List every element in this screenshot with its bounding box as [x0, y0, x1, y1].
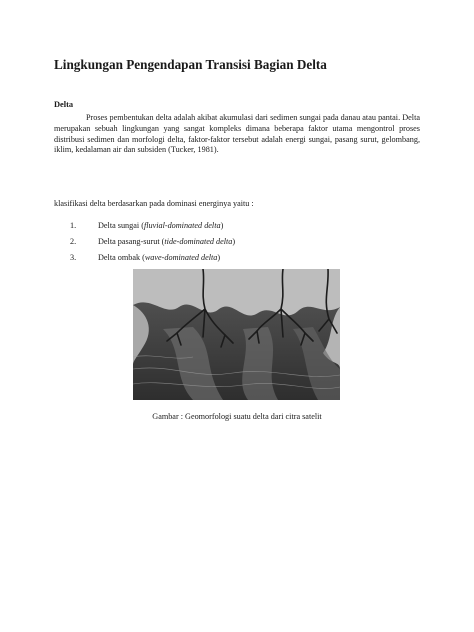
delta-satellite-image	[133, 269, 340, 400]
figure-caption: Gambar : Geomorfologi suatu delta dari citra satelit	[152, 412, 322, 421]
page-title: Lingkungan Pengendapan Transisi Bagian Delta	[54, 57, 327, 72]
section-heading: Delta	[54, 100, 74, 109]
list-item-close: )	[217, 253, 221, 262]
delta-satellite-graphic	[133, 269, 340, 400]
list-item	[54, 221, 235, 237]
list-item	[54, 253, 235, 269]
list-item-term: wave-dominated delta	[144, 253, 218, 262]
list-item-text: Delta ombak (	[98, 253, 145, 262]
list-item-number: 3.	[70, 253, 77, 262]
list-item-close: )	[232, 237, 236, 246]
section-paragraph: Proses pembentukan delta adalah akibat akumulasi dari sedimen sungai pada danau atau pantai. Delta merupakan sebuah lingkungan yang sangat kompleks dimana beberapa faktor utama mengontrol proses distribusi sedimen dan morfologi delta, faktor-faktor tersebut adalah energi sungai, pasang surut, gelombang, iklim, kedalaman air dan subsiden (Tucker, 1981).	[54, 113, 420, 155]
list-item-close: )	[220, 221, 224, 230]
list-item-number: 1.	[70, 221, 77, 230]
classification-intro: klasifikasi delta berdasarkan pada dominasi energinya yaitu :	[54, 199, 254, 208]
list-item-number: 2.	[70, 237, 77, 246]
list-item	[54, 237, 235, 253]
list-item-text: Delta sungai (	[98, 221, 144, 230]
list-item-text: Delta pasang-surut (	[98, 237, 165, 246]
list-item-term: fluvial-dominated delta	[143, 221, 221, 230]
list-item-term: tide-dominated delta	[164, 237, 233, 246]
classification-list	[54, 221, 235, 269]
